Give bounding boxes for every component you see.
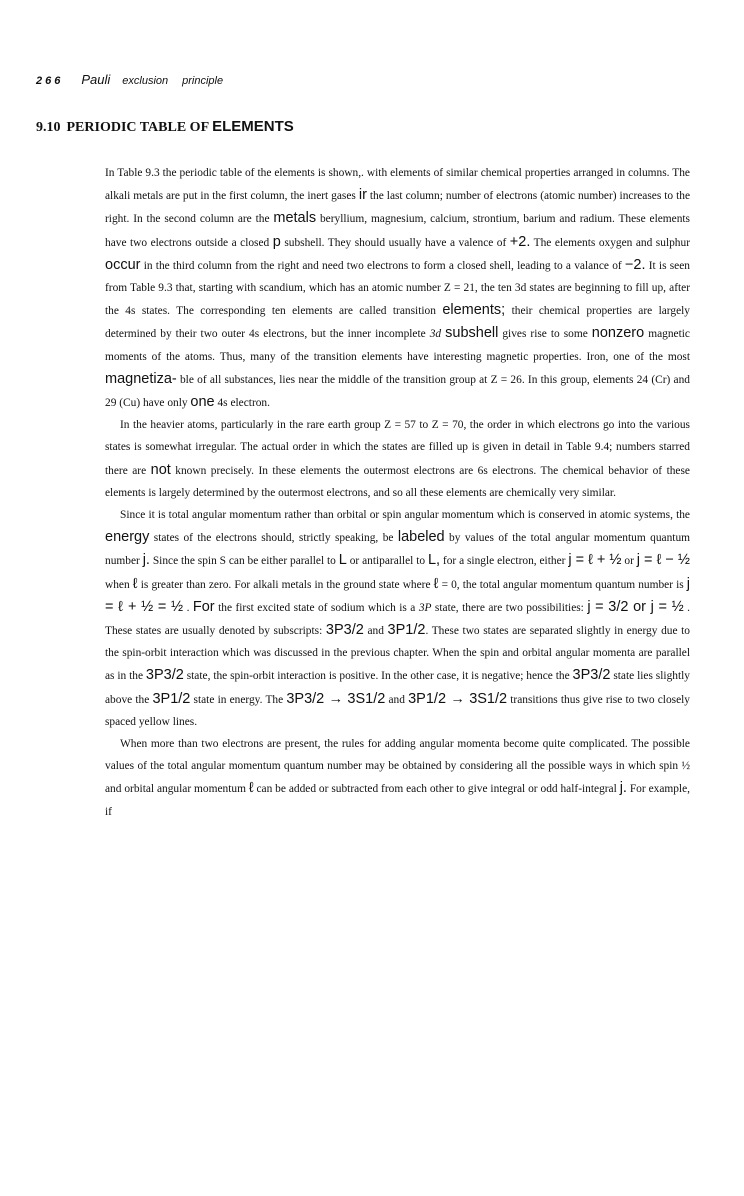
- section-heading: [36, 118, 294, 136]
- text-run: not: [150, 461, 171, 478]
- text-run: 3d: [429, 328, 442, 341]
- running-head: [36, 72, 223, 87]
- text-run: .: [183, 601, 193, 614]
- text-run: and: [385, 693, 409, 706]
- text-run: It is seen from Table 9.3 that, starting with scandium, which has an atomic number Z = 21, the ten 3d states are beginning to fill up, after the 4s states. The corresponding ten elements are called transition: [105, 259, 690, 318]
- text-run: j.: [619, 780, 627, 797]
- text-run: 3P3/2 → 3S1/2: [286, 690, 386, 707]
- text-run: nonzero: [591, 325, 645, 342]
- text-run: transitions thus give rise to two closely spaced yellow lines.: [105, 693, 690, 728]
- section-title-last-word: ELEMENTS: [212, 118, 294, 135]
- text-run: +2.: [509, 233, 531, 250]
- text-run: In Table 9.3 the periodic table of the elements is shown,. with elements of similar chemical properties arranged in columns. The alkali metals are put in the first column, the inert gases: [105, 167, 690, 203]
- text-run: When more than two electrons are present, the rules for adding angular momenta become quite complicated. The possible values of the total angular momentum quantum number may be obtained by considering all the possible ways in which spin ½ and orbital angular momentum: [105, 738, 690, 796]
- text-run: state, the spin-orbit interaction is positive. In the other case, it is negative; hence the: [183, 670, 573, 683]
- text-run: ir: [358, 187, 367, 204]
- text-run: j = ℓ + ½: [568, 552, 622, 569]
- text-run: or: [621, 555, 637, 568]
- text-run: 3P3/2: [572, 667, 611, 684]
- text-run: state, there are two possibilities:: [431, 601, 588, 614]
- text-run: ℓ: [433, 575, 439, 592]
- text-run: is greater than zero. For alkali metals in the ground state where: [137, 578, 434, 591]
- text-run: the first excited state of sodium which is a: [214, 601, 419, 614]
- section-title: PERIODIC TABLE OF: [66, 120, 209, 135]
- paragraph: [105, 162, 690, 414]
- text-run: Since it is total angular momentum rather than orbital or spin angular momentum which is conserved in atomic systems, the: [120, 509, 690, 522]
- paragraph: [105, 504, 690, 733]
- text-run: subshell. They should usually have a valence of: [280, 236, 510, 249]
- text-run: their chemical properties are largely determined by their two outer 4s electrons, but the inner incomplete: [105, 305, 690, 341]
- text-run: 3P3/2: [145, 667, 184, 684]
- text-run: beryllium, magnesium, calcium, strontium, barium and radium. These elements have two electrons outside a closed: [105, 213, 690, 249]
- text-run: j = 3/2 or j = ½: [587, 598, 684, 615]
- text-run: −2.: [624, 256, 646, 273]
- text-run: metals: [273, 210, 317, 227]
- text-run: can be added or subtracted from each other to give integral or odd half-integral: [253, 783, 620, 796]
- section-number: 9.10: [36, 120, 61, 135]
- body-text: [105, 162, 690, 823]
- text-run: j.: [142, 552, 150, 569]
- text-run: In the heavier atoms, particularly in the rare earth group Z = 57 to Z = 70, the order in which electrons go into the various states is somewhat irregular. The actual order in which the states are filled up is given in detail in Table 9.4; numbers starred there are: [105, 419, 690, 477]
- text-run: . These states are usually denoted by subscripts:: [105, 601, 691, 638]
- text-run: state lies slightly above the: [105, 670, 690, 706]
- page-number: 266: [36, 75, 64, 87]
- text-run: Since the spin S can be either parallel to: [149, 555, 339, 568]
- text-run: and: [363, 625, 388, 638]
- running-title-word: principle: [182, 75, 224, 87]
- text-run: magnetiza-: [105, 370, 177, 387]
- paragraph: [105, 414, 690, 504]
- text-run: states of the electrons should, strictly speaking, be: [149, 532, 398, 545]
- paragraph: [105, 733, 690, 823]
- text-run: j = ℓ − ½: [636, 552, 690, 569]
- text-run: ℓ: [248, 780, 254, 797]
- text-run: = 0, the total angular momentum quantum number is: [438, 578, 687, 591]
- text-run: 3P1/2: [152, 690, 191, 707]
- text-run: the last column; number of electrons (atomic number) increases to the right. In the second column are the: [105, 190, 691, 226]
- text-run: energy: [105, 529, 150, 546]
- text-run: The elements oxygen and sulphur: [530, 236, 690, 249]
- text-run: elements;: [442, 302, 506, 319]
- text-run: 3P1/2: [387, 622, 426, 639]
- text-run: p: [272, 233, 281, 250]
- text-run: j = ℓ + ½ = ½: [105, 575, 690, 615]
- running-title-word: Pauli: [81, 72, 111, 87]
- text-run: state in energy. The: [190, 693, 287, 706]
- text-run: ℓ: [132, 575, 138, 592]
- text-run: one: [190, 394, 215, 411]
- text-run: 3P: [418, 601, 432, 614]
- text-run: when: [105, 578, 133, 591]
- text-run: 4s electron.: [214, 397, 270, 410]
- text-run: L: [338, 552, 347, 569]
- text-run: . These two states are separated slightly in energy due to the spin-orbit interaction which was discussed in the previous chapter. When the spin and orbital angular momenta are parallel as in the: [105, 625, 691, 683]
- text-run: occur: [105, 256, 141, 273]
- text-run: For example, if: [105, 783, 690, 818]
- text-run: by values of the total angular momentum quantum number: [105, 532, 690, 568]
- running-title-word: exclusion: [122, 75, 169, 87]
- text-run: in the third column from the right and need two electrons to form a closed shell, leading to a valance of: [140, 259, 625, 272]
- text-run: gives rise to some: [498, 328, 592, 341]
- text-run: L,: [427, 552, 441, 569]
- text-run: 3P1/2 → 3S1/2: [408, 690, 508, 707]
- text-run: known precisely. In these elements the outermost electrons are 6s electrons. The chemical behavior of these elements is largely determined by the outermost electrons, and so all these elements are chemically very similar.: [105, 464, 690, 499]
- text-run: ble of all substances, lies near the middle of the transition group at Z = 26. In this group, elements 24 (Cr) and 29 (Cu) have only: [105, 373, 690, 410]
- text-run: labeled: [397, 529, 445, 546]
- text-run: magnetic moments of the atoms. Thus, many of the transition elements have interesting magnetic properties. Iron, one of the most: [105, 328, 690, 363]
- text-run: for a single electron, either: [440, 555, 569, 568]
- text-run: subshell: [445, 325, 499, 342]
- text-run: or antiparallel to: [346, 555, 428, 568]
- text-run: 3P3/2: [325, 622, 364, 639]
- text-run: For: [192, 598, 215, 615]
